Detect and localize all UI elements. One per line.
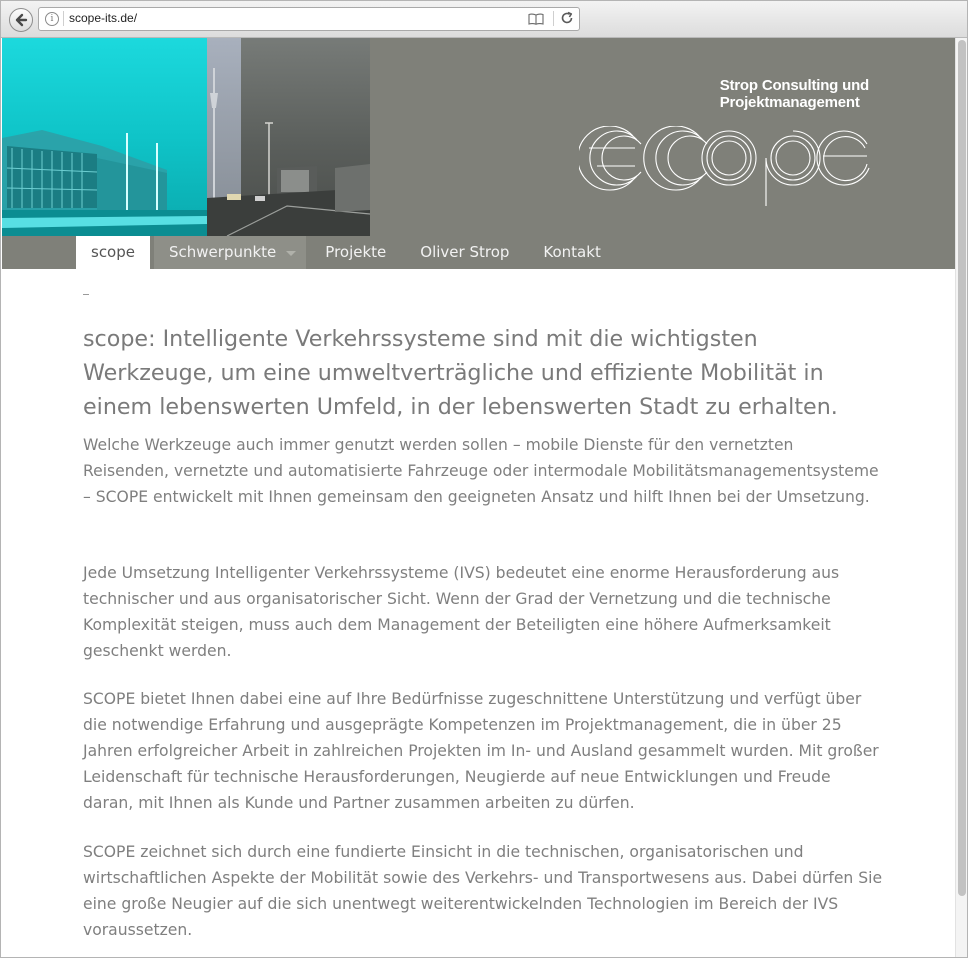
- company-name: [720, 77, 869, 111]
- nav-item-kontakt[interactable]: [528, 236, 615, 269]
- dropdown-caret-icon: [286, 251, 296, 256]
- url-separator: [553, 11, 554, 26]
- nav-item-label: Schwerpunkte: [169, 243, 277, 261]
- nav-item-schwerpunkte[interactable]: [154, 236, 306, 269]
- nav-item-oliver-strop[interactable]: [405, 236, 524, 269]
- nav-item-label: Projekte: [325, 243, 387, 261]
- page-headline: scope: Intelligente Verkehrssysteme sind mit die wichtigsten Werkzeuge, um eine umweltverträgliche und effiziente Mobilität in einem lebenswerten Umfeld, in der lebenswerten Stadt zu erhalten.: [83, 326, 838, 420]
- header-photo-gray: [207, 38, 370, 236]
- section-divider: [83, 294, 89, 295]
- back-arrow-icon: [14, 13, 28, 27]
- site-header: [2, 38, 955, 269]
- address-bar[interactable]: [38, 7, 580, 31]
- reload-icon[interactable]: [560, 11, 574, 25]
- url-text[interactable]: scope-its.de/: [69, 11, 138, 25]
- web-page: [2, 38, 955, 957]
- nav-item-label: Oliver Strop: [420, 243, 510, 261]
- main-navigation: [76, 236, 620, 269]
- company-name-line1: Strop Consulting und: [719, 77, 869, 94]
- browser-toolbar: [1, 1, 967, 38]
- url-separator: [63, 11, 64, 26]
- building-illustration: [2, 38, 207, 236]
- info-icon[interactable]: i: [45, 12, 59, 26]
- nav-item-label: Kontakt: [543, 243, 601, 261]
- header-photo-cyan: [2, 38, 207, 236]
- scrollbar-thumb[interactable]: [958, 40, 966, 896]
- nav-item-label: scope: [91, 243, 135, 261]
- content-paragraph: SCOPE zeichnet sich durch eine fundierte Einsicht in die technischen, organisatorischen und wirtschaftlichen Aspekte der Mobilität sowie des Verkehrs- und Transportwesens aus. Dabei dürfen Sie eine große Neugier auf die sich unentwegt weiterentwickelnden Technologien im Bereich der IVS voraussetzen.: [83, 843, 883, 939]
- street-illustration: [207, 38, 370, 236]
- reader-view-icon[interactable]: [528, 13, 544, 25]
- nav-item-scope[interactable]: [76, 236, 150, 269]
- content-paragraph: Welche Werkzeuge auch immer genutzt werden sollen – mobile Dienste für den vernetzten Reisenden, vernetzte und automatisierte Fahrzeuge oder intermodale Mobilitätsmanagementsysteme – SCOPE entwickelt mit Ihnen gemeinsam den geeigneten Ansatz und hilft Ihnen bei der Umsetzung.: [83, 436, 879, 506]
- scope-logo[interactable]: [579, 126, 871, 206]
- content-paragraph: SCOPE bietet Ihnen dabei eine auf Ihre Bedürfnisse zugeschnittene Unterstützung und verfügt über die notwendige Erfahrung und ausgeprägte Kompetenzen im Projektmanagement, die in über 25 Jahren erfolgreicher Arbeit in zahlreichen Projekten im In- und Ausland gesammelt wurden. Mit großer Leidenschaft für technische Herausforderungen, Neugierde auf neue Entwicklungen und Freude daran, mit Ihnen als Kunde und Partner zusammen arbeiten zu dürfen.: [83, 690, 879, 812]
- company-name-line2: Projektmanagement: [719, 94, 860, 111]
- vertical-scrollbar[interactable]: [955, 38, 968, 957]
- content-paragraph: Jede Umsetzung Intelligenter Verkehrssysteme (IVS) bedeutet eine enorme Herausforderung aus technischer und aus organisatorischer Sicht. Wenn der Grad der Vernetzung und die technische Komplexität steigen, muss auch dem Management der Beteiligten eine höhere Aufmerksamkeit geschenkt werden.: [83, 564, 840, 660]
- back-button[interactable]: [9, 8, 33, 32]
- nav-item-projekte[interactable]: [310, 236, 401, 269]
